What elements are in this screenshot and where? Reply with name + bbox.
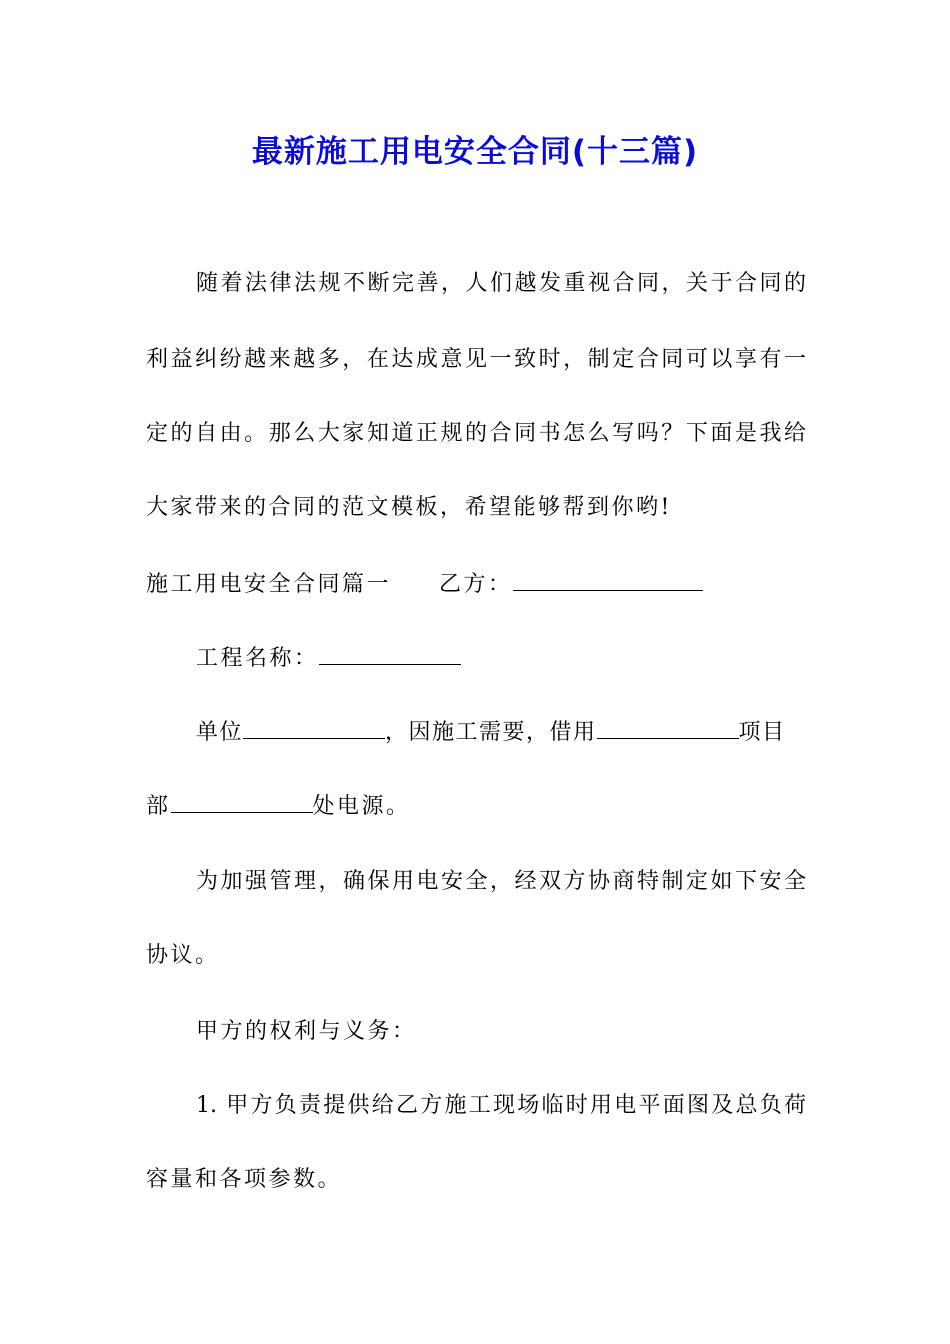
party-a-heading: 甲方的权利与义务： [196,1019,417,1044]
project-name-blank [319,638,461,665]
unit-label: 单位 [196,720,244,745]
dept-line [146,786,806,826]
purpose-line-2: 协议。 [146,943,220,968]
unit-blank [243,712,385,739]
purpose-line-1: 为加强管理，确保用电安全，经双方协商特制定如下安全 [196,869,806,894]
document-title: 最新施工用电安全合同(十三篇) [251,134,699,170]
intro-line-1: 随着法律法规不断完善，人们越发重视合同，关于合同的 [196,271,806,296]
project-name-line [146,638,806,678]
section-heading-line [146,564,806,604]
item1-line-2: 容量和各项参数。 [146,1167,343,1192]
unit-line [146,712,806,752]
intro-line-4: 大家带来的合同的范文模板，希望能够帮到你哟! [146,495,672,520]
unit-middle: ，因施工需要，借用 [385,720,597,745]
project-name-label: 工程名称： [196,646,319,671]
item1-line-1: 1. 甲方负责提供给乙方施工现场临时用电平面图及总负荷 [196,1093,806,1118]
unit-end: 项目 [738,720,786,745]
borrow-blank [597,712,739,739]
dept-end: 处电源。 [312,794,411,819]
dept-label: 部 [146,794,171,819]
dept-blank [171,786,313,813]
section-heading: 施工用电安全合同篇一 [146,572,392,597]
party-b-blank [513,564,703,591]
intro-line-3: 定的自由。那么大家知道正规的合同书怎么写吗？下面是我给 [146,421,806,446]
intro-line-2: 利益纠纷越来越多，在达成意见一致时，制定合同可以享有一 [146,347,806,372]
party-b-label: 乙方： [439,572,513,597]
